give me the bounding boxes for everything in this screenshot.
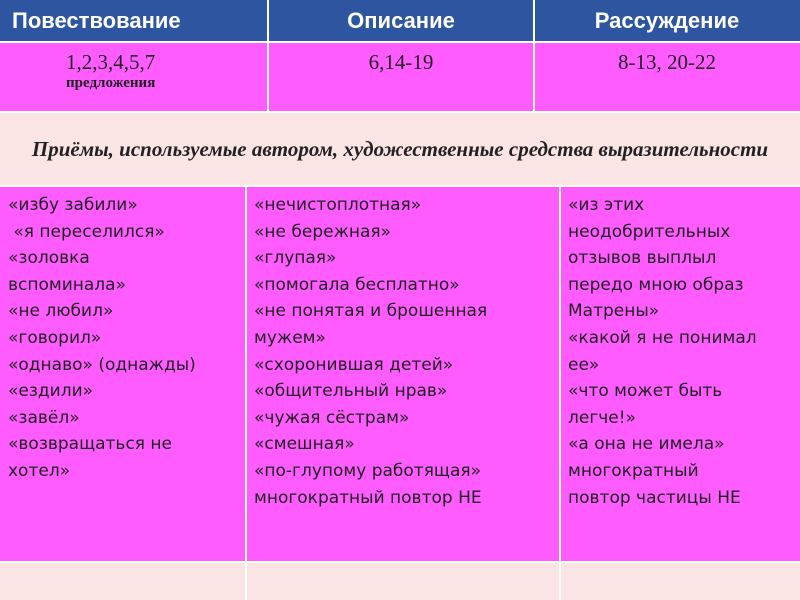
cell-description-quotes <box>246 186 560 562</box>
quote-item: «что может быть <box>568 381 723 402</box>
grid-line <box>245 186 247 600</box>
quote-item: «чужая сёстрам» <box>254 407 410 428</box>
quote-item: «однаво» (однажды) <box>8 354 196 375</box>
quote-item: «а она не имела» <box>568 434 725 455</box>
quote-item: «возвращаться не <box>8 434 172 455</box>
cell-description-sentences <box>268 42 534 112</box>
quote-item: «по-глупому работящая» <box>254 460 481 481</box>
quote-item: передо мною образ <box>568 274 744 295</box>
narration-sentence-numbers: 1,2,3,4,5,7 <box>66 50 156 74</box>
quote-item: многократный <box>568 460 699 481</box>
quote-item: ее» <box>568 354 600 375</box>
cell-narration-quotes <box>0 186 246 562</box>
quote-item: «глупая» <box>254 248 337 269</box>
quote-item: «смешная» <box>254 434 355 455</box>
header-description: Описание <box>268 0 534 42</box>
empty-cell <box>560 562 800 600</box>
quote-item: «золовка <box>8 248 90 269</box>
grid-line <box>0 41 800 43</box>
quote-item: «не понятая и брошенная <box>254 301 488 322</box>
empty-cell <box>246 562 560 600</box>
grid-line <box>267 0 269 112</box>
quote-item: хотел» <box>8 460 71 481</box>
quote-item: Матрены» <box>568 301 660 322</box>
grid-line <box>559 186 561 600</box>
quote-item: мужем» <box>254 327 326 348</box>
quote-item: легче!» <box>568 407 636 428</box>
quote-item: «ездили» <box>8 381 94 402</box>
quote-item: «не любил» <box>8 301 114 322</box>
quote-item: многократный повтор НЕ <box>254 487 482 508</box>
quote-item: повтор частицы НЕ <box>568 487 741 508</box>
cell-reasoning-quotes <box>560 186 800 562</box>
quote-item: «не бережная» <box>254 221 392 242</box>
quote-item: «помогала бесплатно» <box>254 274 460 295</box>
header-narration: Повествование <box>0 0 268 42</box>
quote-item: «избу забили» <box>8 195 138 215</box>
quote-item: «я переселился» <box>8 221 165 242</box>
cell-narration-sentences <box>0 42 268 112</box>
cell-reasoning-sentences <box>534 42 800 112</box>
quote-item: «из этих <box>568 195 645 215</box>
reasoning-sentence-numbers: 8-13, 20-22 <box>618 50 716 74</box>
grid-line <box>0 111 800 113</box>
description-sentence-numbers: 6,14-19 <box>368 50 434 74</box>
header-reasoning: Рассуждение <box>534 0 800 42</box>
quote-item: «какой я не понимал <box>568 327 757 348</box>
quote-item: «нечистоплотная» <box>254 195 422 215</box>
quote-item: неодобрительных <box>568 221 731 242</box>
grid-line <box>533 0 535 112</box>
grid-line <box>0 185 800 187</box>
empty-cell <box>0 562 246 600</box>
sentences-label: предложения <box>66 75 156 91</box>
quote-item: «общительный нрав» <box>254 381 448 402</box>
quote-item: «завёл» <box>8 407 80 428</box>
quote-item: «схоронившая детей» <box>254 354 454 375</box>
section-title: Приёмы, используемые автором, художественные средства выразительности <box>0 112 800 186</box>
grid-line <box>0 561 800 563</box>
quote-item: отзывов выплыл <box>568 248 717 269</box>
quote-item: «говорил» <box>8 327 102 348</box>
quote-item: вспоминала» <box>8 274 126 295</box>
